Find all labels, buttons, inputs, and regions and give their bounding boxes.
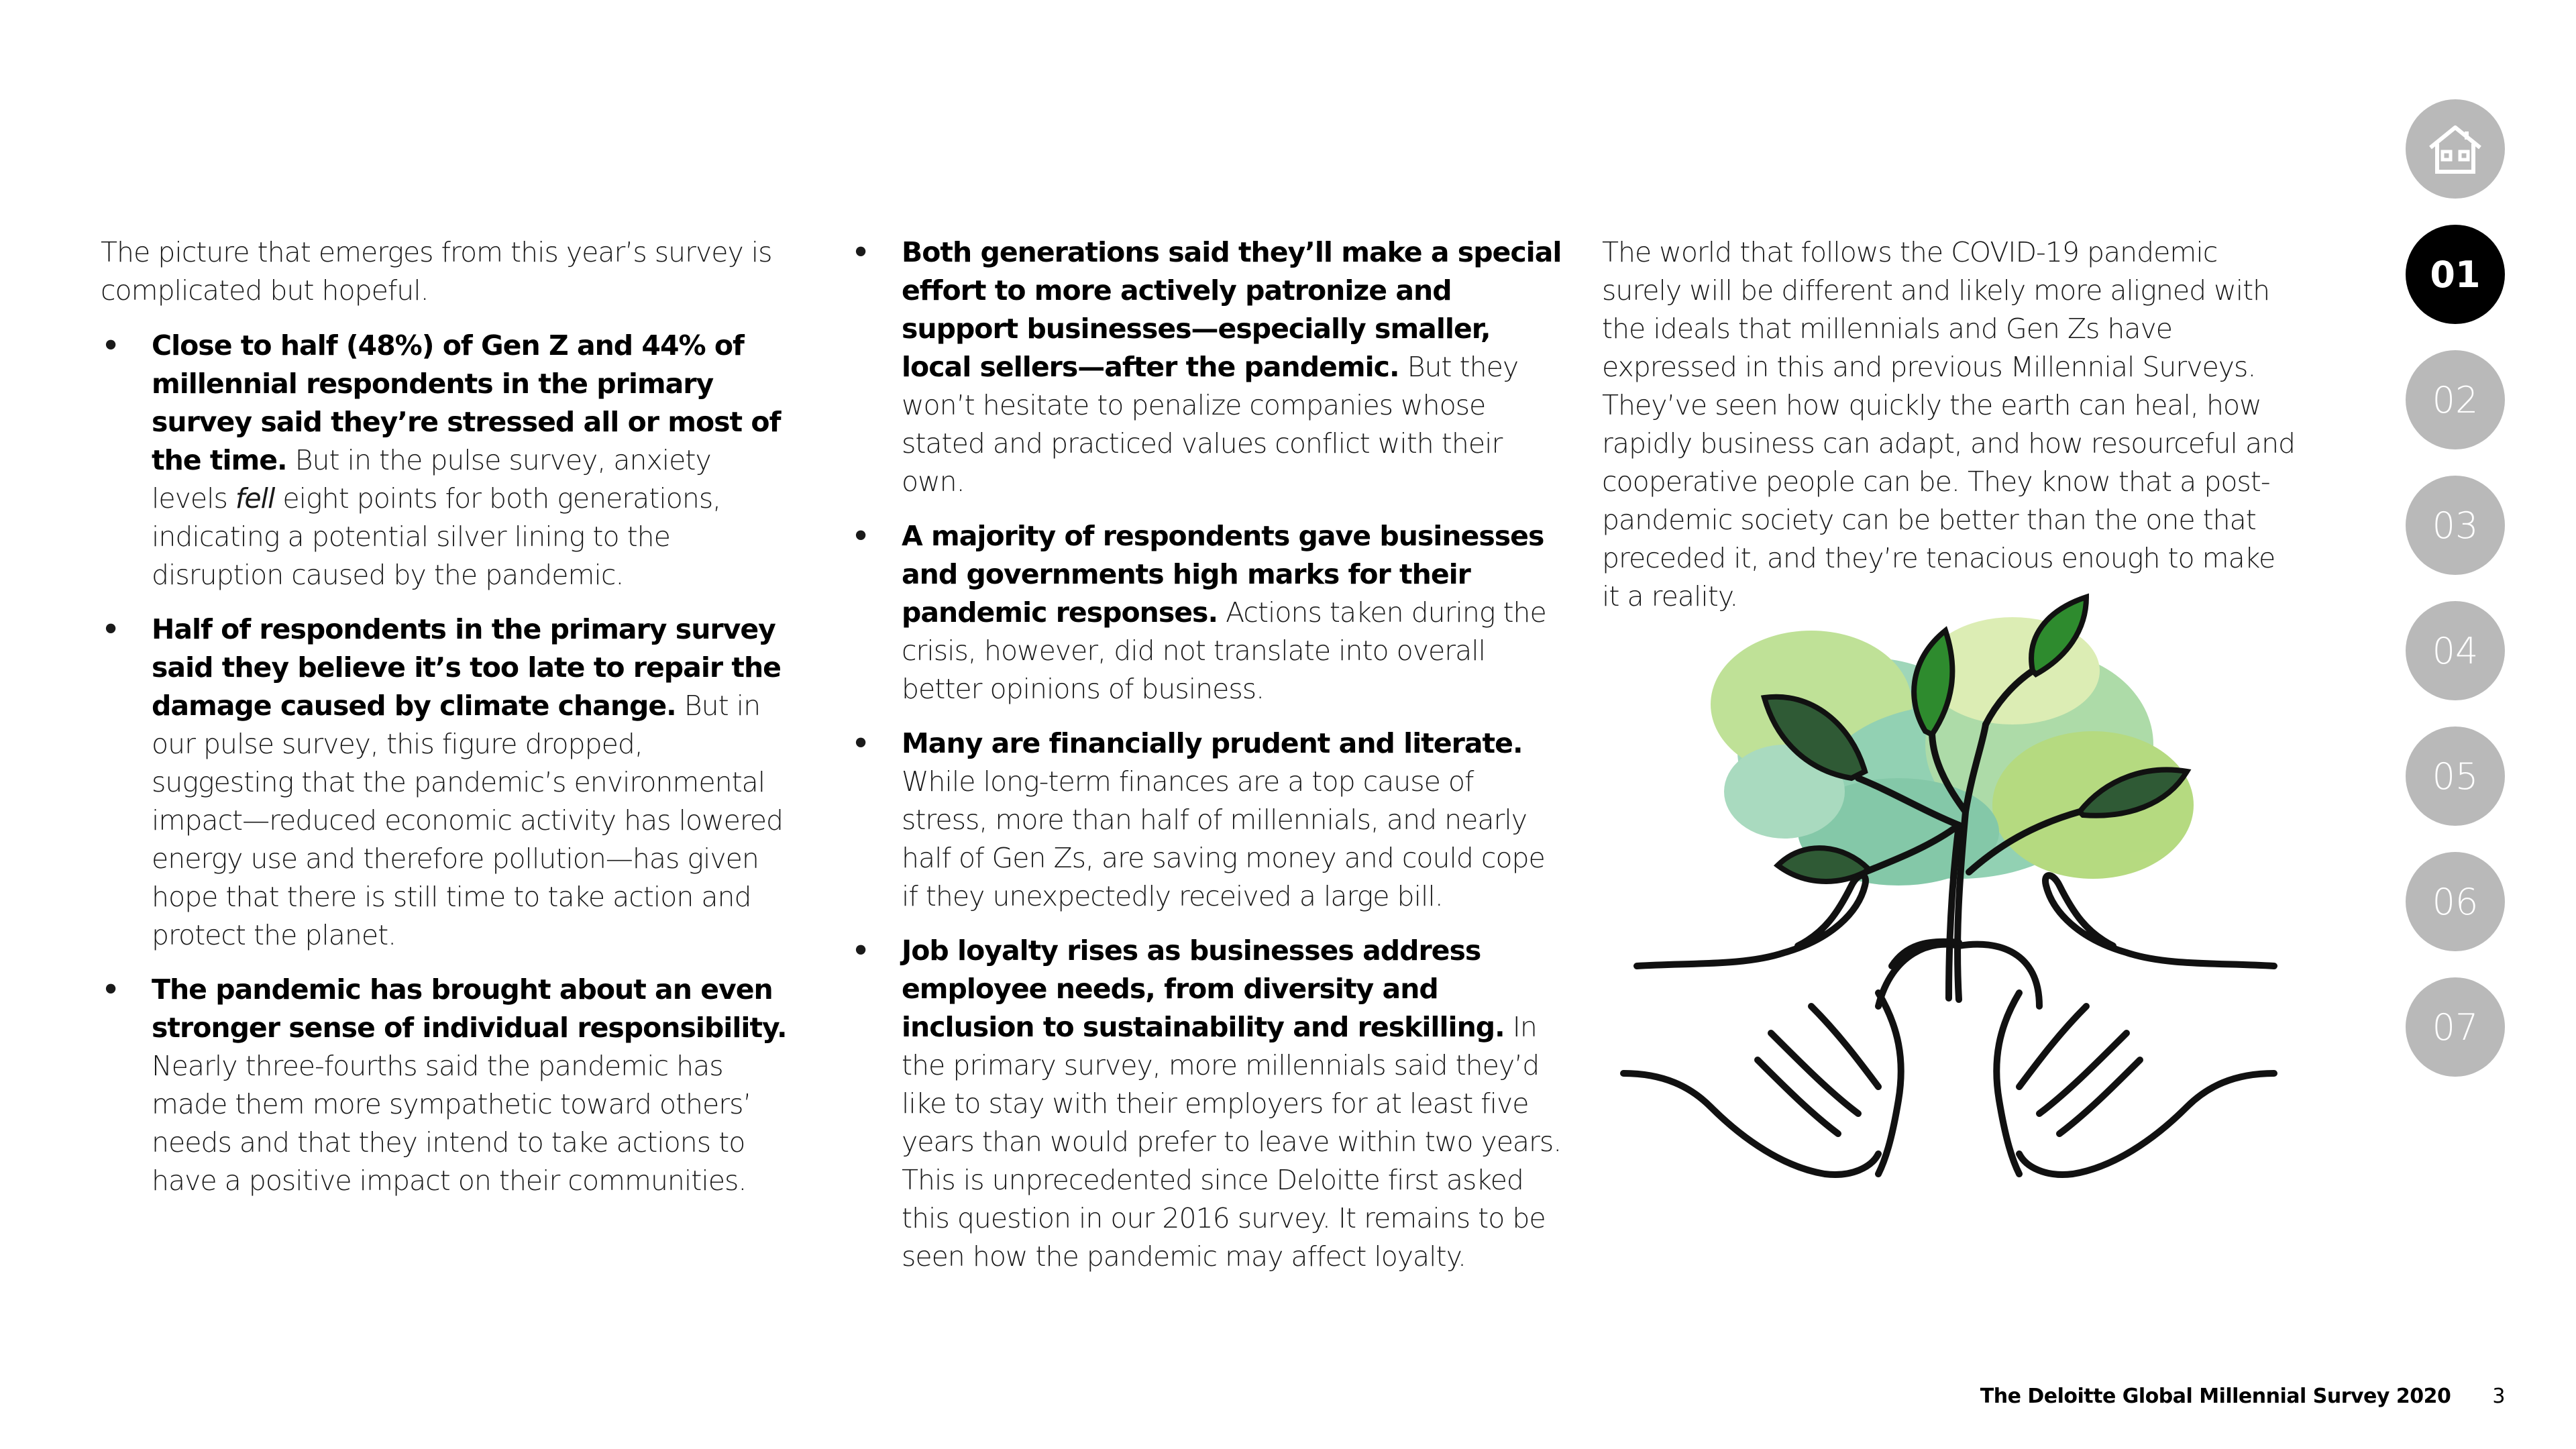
- bullet-glyph: •: [852, 934, 869, 967]
- nav-section-07[interactable]: 07: [2406, 977, 2505, 1077]
- nav-section-02[interactable]: 02: [2406, 350, 2505, 449]
- bullet-item: [101, 610, 792, 955]
- intro-paragraph: The picture that emerges from this year’s survey is complicated but hopeful.: [101, 236, 772, 307]
- bullet-item: [101, 971, 792, 1200]
- home-icon: [2425, 122, 2485, 176]
- bullet-item: [851, 932, 1562, 1276]
- nav-section-06[interactable]: 06: [2406, 852, 2505, 951]
- page-number: 3: [2492, 1385, 2505, 1408]
- nav-section-01[interactable]: 01: [2406, 225, 2505, 324]
- bullet-body: But in the pulse survey, anxiety levels: [152, 444, 711, 515]
- bullet-body: Actions taken during the crisis, however, did not translate into overall better opinions of business.: [902, 596, 1546, 705]
- page-footer: [1980, 1385, 2505, 1408]
- nav-section-04[interactable]: 04: [2406, 601, 2505, 700]
- bullet-lead: Job loyalty rises as businesses address employee needs, from diversity and inclusion to sustainability and reskilling.: [902, 934, 1505, 1043]
- bullet-lead: Many are financially prudent and literate.: [902, 727, 1523, 759]
- bullet-item: [851, 517, 1562, 708]
- section-nav: [2406, 99, 2505, 1103]
- middle-bullet-list: [851, 233, 1562, 1276]
- bullet-body: But they won’t hesitate to penalize companies whose stated and practiced values conflict with their own.: [902, 351, 1519, 498]
- bullet-glyph: •: [852, 236, 869, 268]
- nav-section-05[interactable]: 05: [2406, 727, 2505, 826]
- bullet-lead: Half of respondents in the primary survey said they believe it’s too late to repair the damage caused by climate change.: [152, 613, 781, 722]
- right-column: [1602, 233, 2300, 616]
- bullet-body: While long-term finances are a top cause of stress, more than half of millennials, and nearly half of Gen Zs, are saving money and could cope if they unexpectedly received a large bill.: [902, 765, 1545, 912]
- bullet-glyph: •: [102, 329, 119, 362]
- bullet-glyph: •: [102, 973, 119, 1006]
- bullet-body-cont: eight points for both generations, indicating a potential silver lining to the disruption caused by the pandemic.: [152, 482, 721, 591]
- left-column: [101, 233, 792, 1216]
- home-button[interactable]: [2406, 99, 2505, 199]
- bullet-body: Nearly three-fourths said the pandemic has made them more sympathetic toward others’ needs and that they intend to take actions to have a positive impact on their communities.: [152, 1050, 751, 1197]
- bullet-item: [851, 724, 1562, 916]
- bullet-emphasis: fell: [235, 482, 275, 515]
- footer-title: The Deloitte Global Millennial Survey 2020: [1980, 1385, 2451, 1408]
- bullet-item: [101, 327, 792, 594]
- bullet-item: [851, 233, 1562, 501]
- closing-paragraph: The world that follows the COVID-19 pandemic surely will be different and likely more aligned with the ideals that millennials and Gen Zs have expressed in this and previous Millennial Surveys. They’ve seen how quickly the earth can heal, how rapidly business can adapt, and how resourceful and cooperative people can be. They know that a post-pandemic society can be better than the one that preceded it, and they’re tenacious enough to make it a reality.: [1602, 236, 2296, 612]
- bullet-glyph: •: [102, 613, 119, 645]
- bullet-glyph: •: [852, 727, 869, 759]
- bullet-body: In the primary survey, more millennials said they’d like to stay with their employers for at least five years than would prefer to leave within two years. This is unprecedented since Deloitte first asked this question in our 2016 survey. It remains to be seen how the pandemic may affect loyalty.: [902, 1011, 1562, 1273]
- nav-section-03[interactable]: 03: [2406, 476, 2505, 575]
- bullet-lead: A majority of respondents gave businesses and governments high marks for their pandemic responses.: [902, 520, 1544, 629]
- bullet-lead: The pandemic has brought about an even stronger sense of individual responsibility.: [152, 973, 787, 1044]
- left-bullet-list: [101, 327, 792, 1200]
- bullet-lead: Both generations said they’ll make a special effort to more actively patronize and support businesses—especially smaller, local sellers—after the pandemic.: [902, 236, 1562, 383]
- bullet-body: But in our pulse survey, this figure dropped, suggesting that the pandemic’s environmental impact—reduced economic activity has lowered energy use and therefore pollution—has given hope that there is still time to take action and protect the planet.: [152, 690, 784, 951]
- bullet-glyph: •: [852, 520, 869, 552]
- hands-sapling-illustration: [1610, 590, 2308, 1208]
- bullet-lead: Close to half (48%) of Gen Z and 44% of millennial respondents in the primary survey said they’re stressed all or most of the time.: [152, 329, 781, 476]
- middle-column: [851, 233, 1562, 1292]
